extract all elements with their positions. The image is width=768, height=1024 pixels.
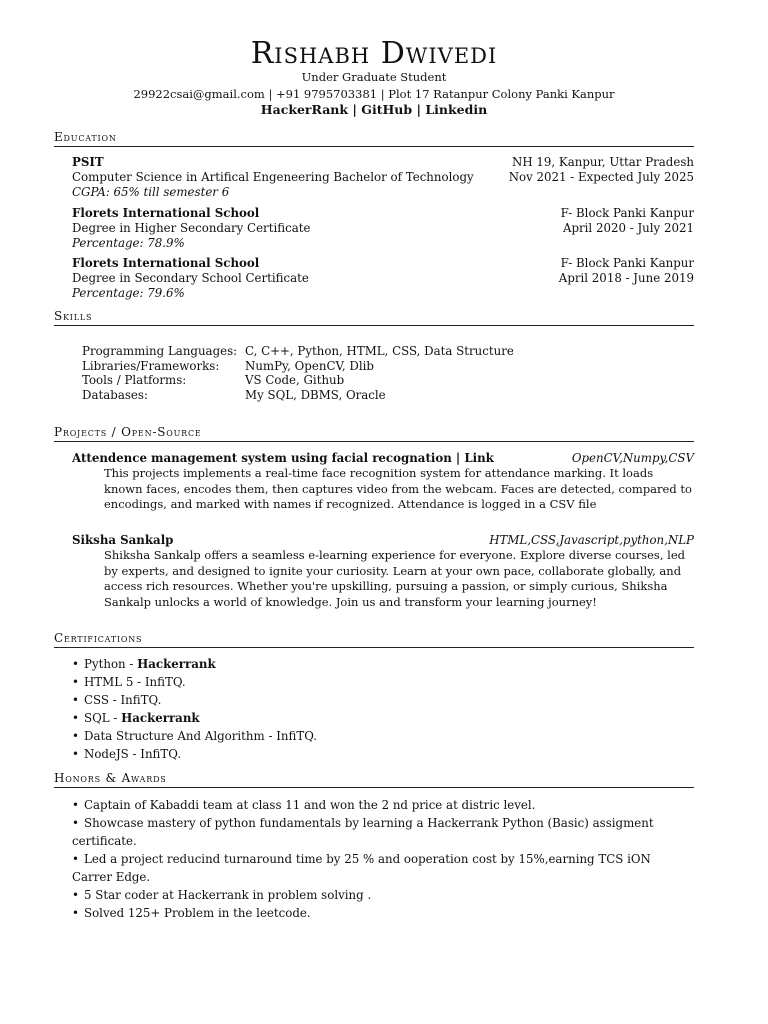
project-description: This projects implements a real-time face recognition system for attendance marking. It loads known faces, encodes them, then captures video from the webcam. Faces are detected, compared to encodings, and marked with names if recognized. Attendance is logged in a CSV file [104,466,692,511]
skill-values: C, C++, Python, HTML, CSS, Data Structure [245,344,514,358]
project-tech: HTML,CSS,Javascript,python,NLP [489,533,694,547]
school-name: Florets International School [72,206,260,220]
honor-item: • Captain of Kabaddi team at class 11 and won the 2 nd price at distric level. [72,796,694,814]
skill-values: My SQL, DBMS, Oracle [245,387,386,402]
skill-values: NumPy, OpenCV, Dlib [245,358,374,373]
certification-issuer: InfiTQ. [144,675,186,689]
degree: Degree in Secondary School Certificate [72,271,309,285]
school-location: F- Block Panki Kanpur [560,206,694,220]
separator: - [128,747,141,761]
project-heading [72,533,694,548]
section-divider [54,146,694,147]
skill-row [82,388,514,403]
certifications-list [72,655,317,763]
education-score: CGPA: 65% till semester 6 [72,185,230,199]
honors-section-header [54,770,694,788]
projects-section-header [54,424,694,442]
section-divider [54,441,694,442]
certification-name: Data Structure And Algorithm [84,729,265,743]
section-title: Skills [54,309,93,323]
skill-row [82,373,514,388]
skill-category: Tools / Platforms: [82,373,187,387]
separator: - [125,657,138,671]
section-title: Education [54,130,117,144]
honor-item: • Solved 125+ Problem in the leetcode. [72,904,694,922]
profile-links[interactable]: HackerRank | GitHub | Linkedin [260,102,488,117]
section-title: Certifications [54,631,143,645]
skill-values: VS Code, Github [245,373,345,387]
certification-item [72,727,317,745]
certification-issuer: InfiTQ. [120,693,162,707]
education-score: Percentage: 78.9% [72,236,185,250]
separator: - [109,711,122,725]
skill-category: Programming Languages: [82,344,238,358]
candidate-name: Rishabh Dwivedi [250,36,498,71]
education-dates: April 2020 - July 2021 [562,221,694,235]
certifications-section-header [54,630,694,648]
certification-issuer: Hackerrank [121,711,200,725]
section-title: Projects / Open-Source [54,425,202,439]
education-entry [72,206,694,251]
certification-name: NodeJS [84,747,129,761]
education-entry [72,256,694,301]
education-section-header [54,129,694,147]
certification-item [72,655,317,673]
honor-item: • Led a project reducind turnaround time by 25 % and ooperation cost by 15%,earning TCS iON Carrer Edge. [72,850,694,886]
skills-section-header [54,308,694,326]
section-divider [54,787,694,788]
school-location: NH 19, Kanpur, Uttar Pradesh [512,155,694,169]
certification-item [72,691,317,709]
project-name: Siksha Sankalp [72,533,174,547]
school-name: PSIT [72,155,104,169]
skills-table [82,344,514,402]
certification-name: SQL [84,711,110,725]
certification-name: HTML 5 [84,675,134,689]
section-title: Honors & Awards [54,771,167,785]
project-heading [72,451,694,466]
education-score: Percentage: 79.6% [72,286,185,300]
certification-item [72,745,317,763]
school-location: F- Block Panki Kanpur [560,256,694,270]
section-divider [54,647,694,648]
certification-name: CSS [84,693,109,707]
candidate-subtitle: Under Graduate Student [301,70,447,84]
honors-list [72,796,694,922]
certification-name: Python [84,657,126,671]
skill-row [82,359,514,374]
education-dates: April 2018 - June 2019 [558,271,694,285]
project-description: Shiksha Sankalp offers a seamless e-learning experience for everyone. Explore diverse courses, led by experts, and designed to ignite your curiosity. Learn at your own pace, collaborate globally, and access rich resources. Whether you're upskilling, pursuing a passion, or simply curious, Shiksha Sankalp unlocks a world of knowledge. Join us and transform your learning journey! [104,548,685,609]
separator: - [133,675,145,689]
project-name[interactable]: Attendence management system using facial recognation | Link [72,451,494,465]
school-name: Florets International School [72,256,260,270]
certification-item [72,709,317,727]
certification-issuer: InfiTQ. [140,747,182,761]
separator: - [264,729,277,743]
section-divider [54,325,694,326]
skill-category: Databases: [82,387,148,402]
skill-category: Libraries/Frameworks: [82,358,220,373]
education-entry [72,155,694,200]
honor-item: • 5 Star coder at Hackerrank in problem solving . [72,886,694,904]
skill-row [82,344,514,359]
degree: Computer Science in Artifical Engeneering Bachelor of Technology [72,170,474,184]
contact-line: 29922csai@gmail.com | +91 9795703381 | Plot 17 Ratanpur Colony Panki Kanpur [133,87,615,101]
certification-item [72,673,317,691]
separator: - [108,693,121,707]
project-tech: OpenCV,Numpy,CSV [571,451,694,465]
education-dates: Nov 2021 - Expected July 2025 [508,170,694,184]
degree: Degree in Higher Secondary Certificate [72,221,311,235]
certification-issuer: Hackerrank [137,657,216,671]
certification-issuer: InfiTQ. [276,729,318,743]
honor-item: • Showcase mastery of python fundamentals by learning a Hackerrank Python (Basic) assigment certificate. [72,814,694,850]
